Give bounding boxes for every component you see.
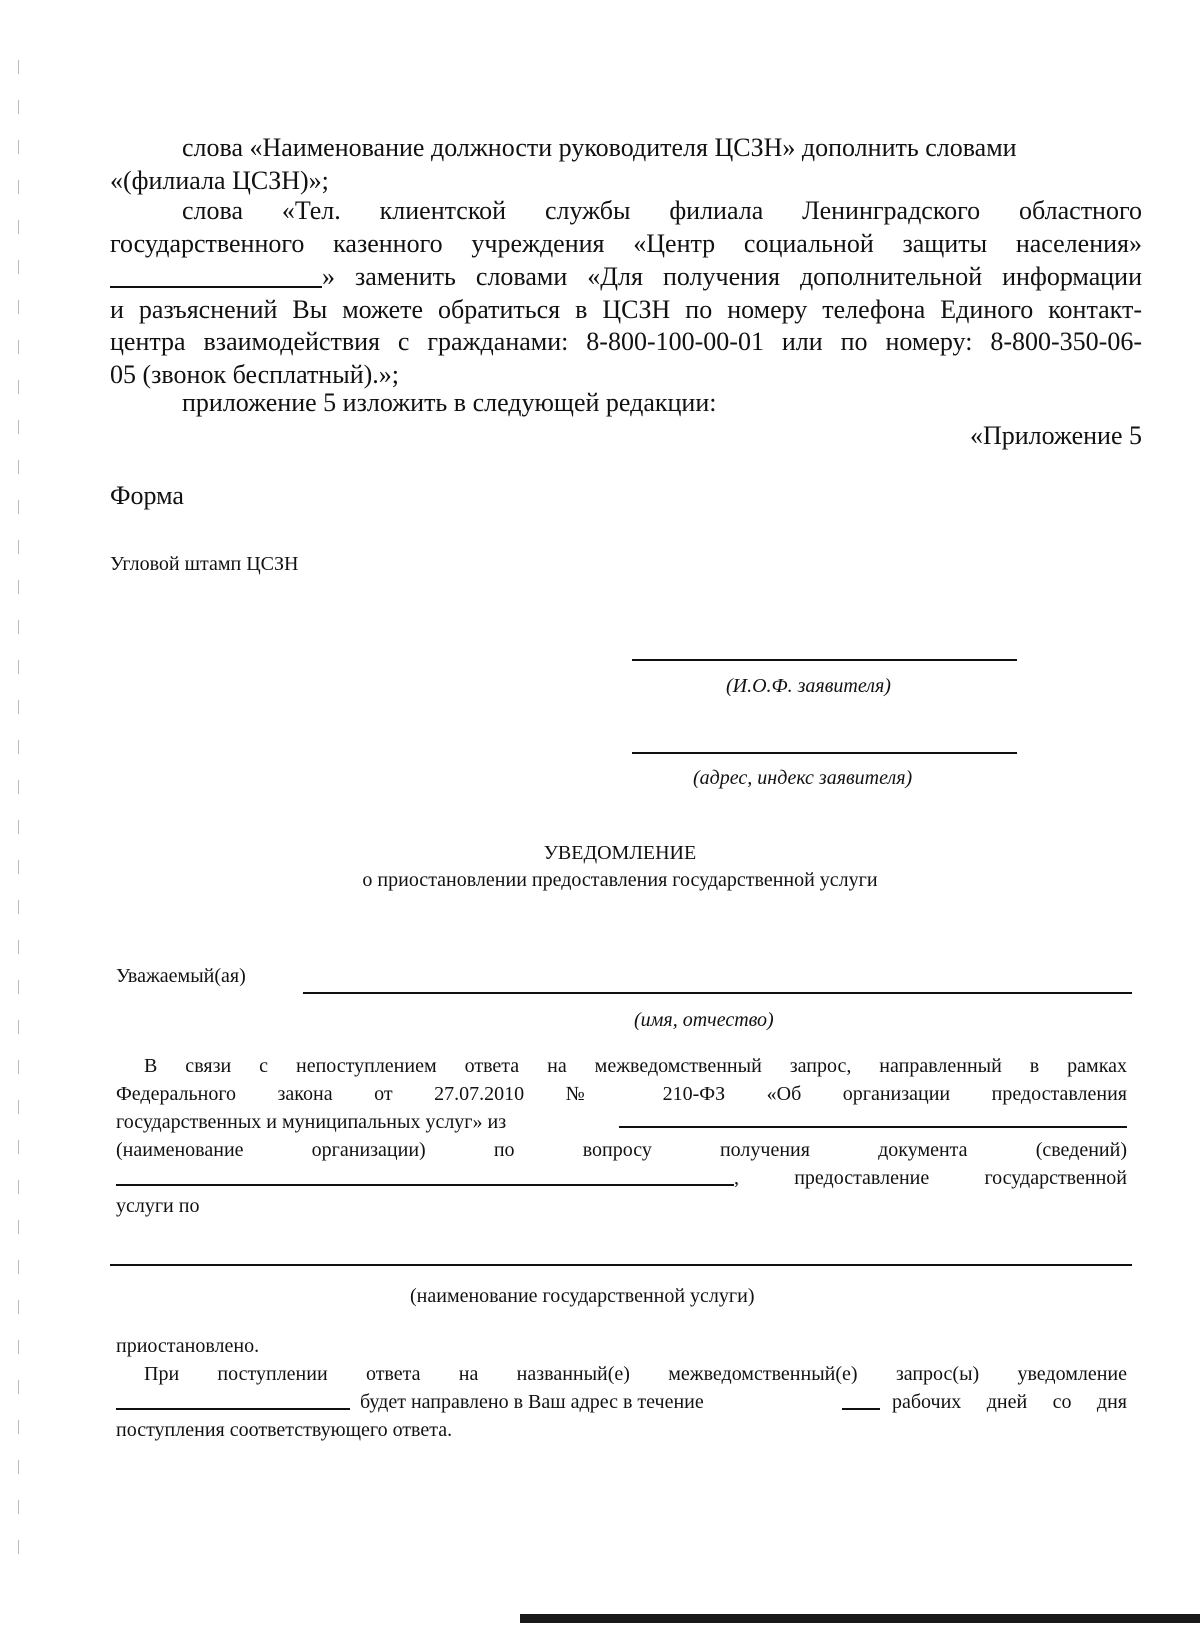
- amend-p1-line2: «(филиала ЦСЗН)»;: [110, 166, 329, 195]
- body-line3: государственных и муниципальных услуг» из: [116, 1111, 507, 1133]
- applicant-address-caption: (адрес, индекс заявителя): [693, 767, 913, 789]
- applicant-name-line: [632, 659, 1017, 661]
- body-line9: поступления соответствующего ответа.: [116, 1419, 453, 1441]
- amend-p2-line6: 05 (звонок бесплатный).»;: [110, 360, 399, 389]
- body-line2: Федерального закона от 27.07.2010 № 210-ФЗ «Об организации предоставления: [116, 1083, 1127, 1105]
- corner-stamp-label: Угловой штамп ЦСЗН: [110, 553, 299, 575]
- amend-p3-line1: приложение 5 изложить в следующей редакции:: [182, 388, 717, 417]
- scan-edge-left: [18, 60, 19, 1580]
- days-count-line: [842, 1408, 880, 1410]
- salutation-label: Уважаемый(ая): [116, 965, 246, 987]
- body-line5: , предоставление государственной: [734, 1167, 1127, 1189]
- amend-p2-line2: государственного казенного учреждения «Центр социальной защиты населения»: [110, 229, 1142, 258]
- body-line4: (наименование организации) по вопросу получения документа (сведений): [116, 1139, 1127, 1161]
- applicant-name-caption: (И.О.Ф. заявителя): [726, 675, 891, 697]
- amend-p2-line3: » заменить словами «Для получения дополнительной информации: [322, 262, 1142, 291]
- notice-title: УВЕДОМЛЕНИЕ: [543, 842, 697, 864]
- notice-subtitle: о приостановлении предоставления государственной услуги: [362, 869, 878, 891]
- scan-edge-bottom: [520, 1614, 1200, 1623]
- applicant-address-line: [632, 752, 1017, 754]
- salutation-name-line: [303, 992, 1132, 994]
- document-name-line: [116, 1184, 734, 1186]
- salutation-caption: (имя, отчество): [634, 1009, 774, 1031]
- amend-p1-line1: слова «Наименование должности руководителя ЦСЗН» дополнить словами: [182, 133, 1017, 162]
- organization-name-line: [619, 1126, 1127, 1128]
- service-name-line: [110, 1264, 1132, 1266]
- body-line6: услуги по: [116, 1195, 200, 1217]
- body-line8: будет направлено в Ваш адрес в течение: [360, 1391, 704, 1413]
- amend-p2-line5: центра взаимодействия с гражданами: 8-800-100-00-01 или по номеру: 8-800-350-06-: [110, 327, 1142, 356]
- appendix-label: «Приложение 5: [969, 421, 1142, 450]
- body-line7: При поступлении ответа на названный(е) межведомственный(е) запрос(ы) уведомление: [144, 1363, 1127, 1385]
- notice-type-line: [116, 1408, 350, 1410]
- amend-p2-line1: слова «Тел. клиентской службы филиала Ленинградского областного: [182, 196, 1142, 225]
- form-label: Форма: [110, 481, 184, 510]
- body-line8-tail: рабочих дней со дня: [892, 1391, 1127, 1413]
- body-line1: В связи с непоступлением ответа на межведомственный запрос, направленный в рамках: [144, 1055, 1127, 1077]
- amend-p2-line4: и разъяснений Вы можете обратиться в ЦСЗН по номеру телефона Единого контакт-: [110, 295, 1142, 324]
- service-caption: (наименование государственной услуги): [410, 1285, 755, 1307]
- body-suspended: приостановлено.: [116, 1335, 260, 1357]
- blank-branch-name-line: [110, 286, 322, 288]
